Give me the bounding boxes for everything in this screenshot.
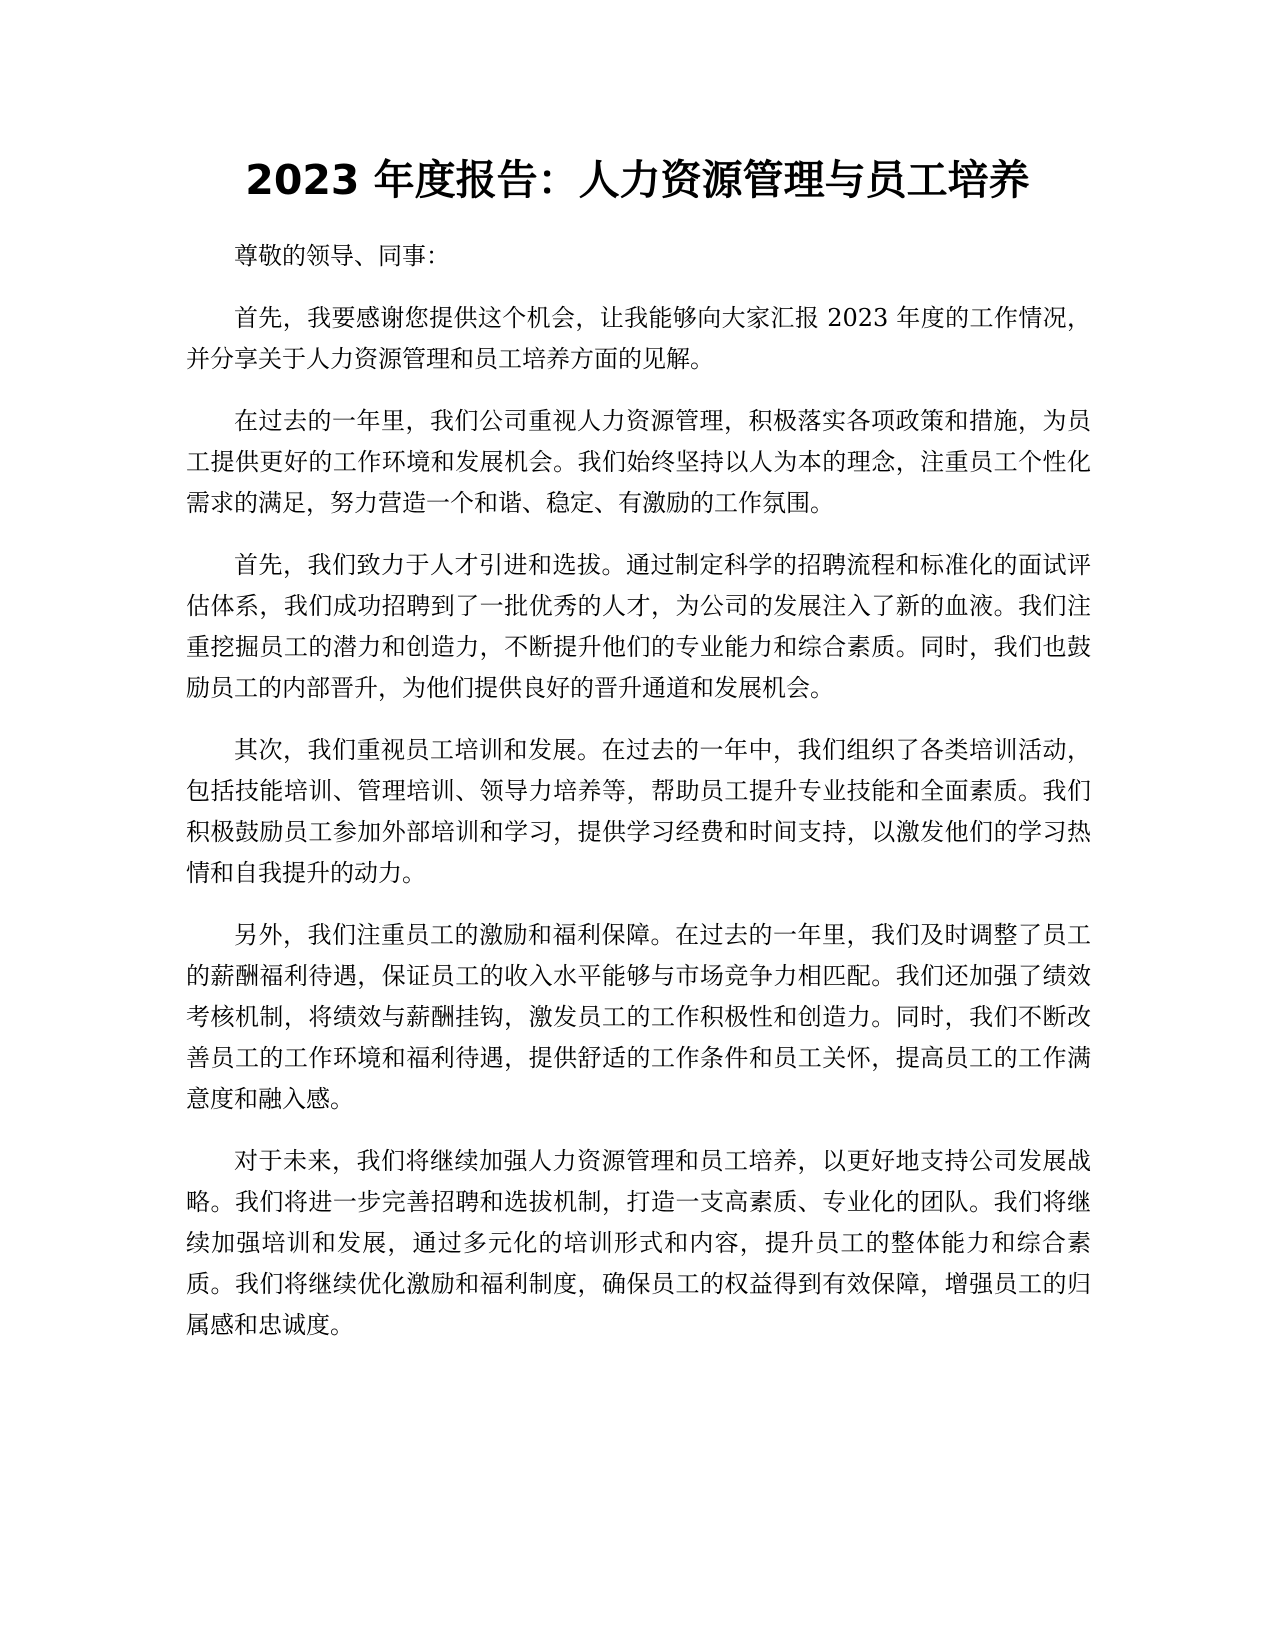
document-body	[186, 236, 1091, 1367]
salutation: 尊敬的领导、同事：	[234, 242, 450, 270]
paragraph-overview: 在过去的一年里，我们公司重视人力资源管理，积极落实各项政策和措施，为员工提供更好的工作环境和发展机会。我们始终坚持以人为本的理念，注重员工个性化需求的满足，努力营造一个和谐、稳定、有激励的工作氛围。	[186, 407, 1091, 517]
paragraph-recruitment: 首先，我们致力于人才引进和选拔。通过制定科学的招聘流程和标准化的面试评估体系，我们成功招聘到了一批优秀的人才，为公司的发展注入了新的血液。我们注重挖掘员工的潜力和创造力，不断提升他们的专业能力和综合素质。同时，我们也鼓励员工的内部晋升，为他们提供良好的晋升通道和发展机会。	[186, 551, 1091, 702]
paragraph-future: 对于未来，我们将继续加强人力资源管理和员工培养，以更好地支持公司发展战略。我们将进一步完善招聘和选拔机制，打造一支高素质、专业化的团队。我们将继续加强培训和发展，通过多元化的培训形式和内容，提升员工的整体能力和综合素质。我们将继续优化激励和福利制度，确保员工的权益得到有效保障，增强员工的归属感和忠诚度。	[186, 1147, 1091, 1339]
document-title: 2023 年度报告：人力资源管理与员工培养	[245, 156, 1030, 204]
paragraph-training: 其次，我们重视员工培训和发展。在过去的一年中，我们组织了各类培训活动，包括技能培训、管理培训、领导力培养等，帮助员工提升专业技能和全面素质。我们积极鼓励员工参加外部培训和学习，提供学习经费和时间支持，以激发他们的学习热情和自我提升的动力。	[186, 736, 1091, 887]
paragraph-incentives: 另外，我们注重员工的激励和福利保障。在过去的一年里，我们及时调整了员工的薪酬福利待遇，保证员工的收入水平能够与市场竞争力相匹配。我们还加强了绩效考核机制，将绩效与薪酬挂钩，激发员工的工作积极性和创造力。同时，我们不断改善员工的工作环境和福利待遇，提供舒适的工作条件和员工关怀，提高员工的工作满意度和融入感。	[186, 921, 1091, 1113]
paragraph-intro: 首先，我要感谢您提供这个机会，让我能够向大家汇报 2023 年度的工作情况，并分享关于人力资源管理和员工培养方面的见解。	[186, 304, 1091, 373]
